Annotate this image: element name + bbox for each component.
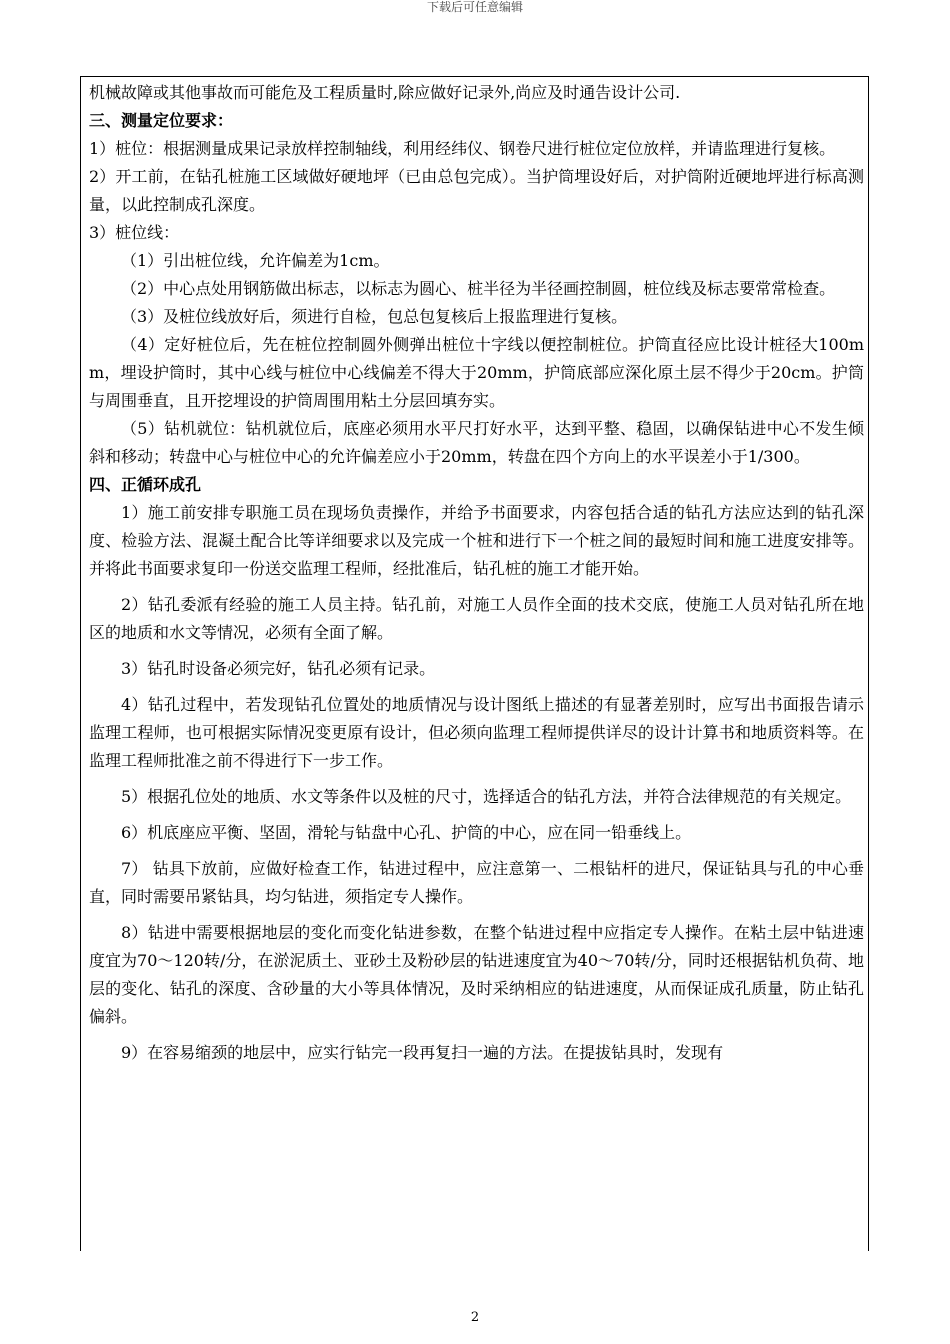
paragraph: 2）钻孔委派有经验的施工人员主持。钻孔前，对施工人员作全面的技术交底，使施工人员对钻孔所在地区的地质和水文等情况，必须有全面了解。 — [89, 595, 864, 642]
paragraph: 机械故障或其他事故而可能危及工程质量时,除应做好记录外,尚应及时通告设计公司. — [89, 83, 681, 102]
document-body — [89, 79, 864, 1067]
paragraph: （1）引出桩位线，允许偏差为1cm。 — [121, 251, 390, 270]
paragraph: 7） 钻具下放前，应做好检查工作，钻进过程中，应注意第一、二根钻杆的进尺，保证钻具与孔的中心垂直，同时需要吊紧钻具，均匀钻进，须指定专人操作。 — [89, 859, 864, 906]
paragraph: 3）钻孔时设备必须完好，钻孔必须有记录。 — [121, 659, 436, 678]
paragraph: 8）钻进中需要根据地层的变化而变化钻进参数，在整个钻进过程中应指定专人操作。在粘土层中钻进速度宜为70～120转/分，在淤泥质土、亚砂土及粉砂层的钻进速度宜为40～70转/分，同时还根据钻机负荷、地层的变化、钻孔的深度、含砂量的大小等具体情况，及时采纳相应的钻进速度，从而保证成孔质量，防止钻孔偏斜。 — [89, 923, 864, 1026]
paragraph: 1）桩位：根据测量成果记录放样控制轴线，利用经纬仪、钢卷尺进行桩位定位放样，并请监理进行复核。 — [89, 139, 836, 158]
paragraph: 1）施工前安排专职施工员在现场负责操作，并给予书面要求，内容包括合适的钻孔方法应达到的钻孔深度、检验方法、混凝土配合比等详细要求以及完成一个桩和进行下一个桩之间的最短时间和施工进度安排等。并将此书面要求复印一份送交监理工程师，经批准后，钻孔桩的施工才能开始。 — [89, 503, 864, 578]
document-frame — [80, 76, 869, 1251]
paragraph: 3）桩位线： — [89, 223, 180, 242]
paragraph: 4）钻孔过程中，若发现钻孔位置处的地质情况与设计图纸上描述的有显著差别时，应写出书面报告请示监理工程师，也可根据实际情况变更原有设计，但必须向监理工程师提供详尽的设计计算书和地质资料等。在监理工程师批准之前不得进行下一步工作。 — [89, 695, 864, 770]
paragraph: （5）钻机就位：钻机就位后，底座必须用水平尺打好水平，达到平整、稳固，以确保钻进中心不发生倾斜和移动；转盘中心与桩位中心的允许偏差应小于20mm，转盘在四个方向上的水平误差小于1/300。 — [89, 419, 864, 466]
paragraph: 2）开工前，在钻孔桩施工区域做好硬地坪（已由总包完成）。当护筒埋设好后，对护筒附近硬地坪进行标高测量，以此控制成孔深度。 — [89, 167, 864, 214]
paragraph: （2）中心点处用钢筋做出标志，以标志为圆心、桩半径为半径画控制圆，桩位线及标志要常常检查。 — [121, 279, 836, 298]
page-number: 2 — [470, 1310, 480, 1325]
page-header: 下载后可任意编辑 — [426, 0, 523, 14]
paragraph: 9）在容易缩颈的地层中，应实行钻完一段再复扫一遍的方法。在提拔钻具时，发现有 — [121, 1043, 724, 1062]
paragraph: 5）根据孔位处的地质、水文等条件以及桩的尺寸，选择适合的钻孔方法，并符合法律规范的有关规定。 — [121, 787, 852, 806]
paragraph: （4）定好桩位后，先在桩位控制圆外侧弹出桩位十字线以便控制桩位。护筒直径应比设计桩径大100mm，埋设护筒时，其中心线与桩位中心线偏差不得大于20mm，护筒底部应深化原土层不得少于20cm。护筒与周围垂直，且开挖埋设的护筒周围用粘土分层回填夯实。 — [89, 335, 864, 410]
paragraph: （3）及桩位线放好后，须进行自检，包总包复核后上报监理进行复核。 — [121, 307, 628, 326]
section-heading: 三、测量定位要求： — [89, 111, 234, 130]
section-heading: 四、正循环成孔 — [89, 475, 202, 494]
paragraph: 6）机底座应平衡、坚固，滑轮与钻盘中心孔、护筒的中心，应在同一铅垂线上。 — [121, 823, 692, 842]
